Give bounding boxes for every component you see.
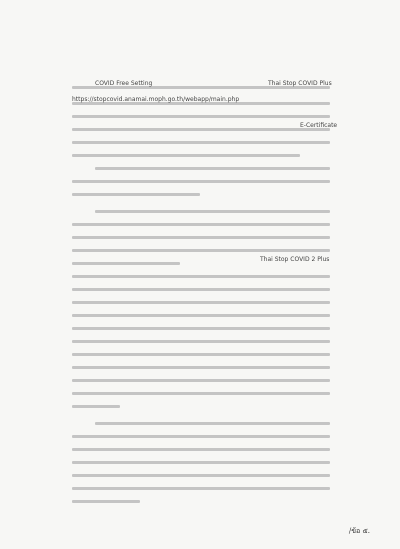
text-line-placeholder bbox=[72, 193, 200, 196]
text-line-placeholder bbox=[72, 115, 330, 118]
text-line-placeholder bbox=[72, 500, 140, 503]
text-line-placeholder bbox=[72, 262, 180, 265]
text-line-placeholder bbox=[72, 154, 300, 157]
text-line-placeholder bbox=[72, 327, 330, 330]
fragment-url: https://stopcovid.anamai.moph.go.th/webapp/main.php bbox=[72, 96, 240, 103]
text-line-placeholder bbox=[72, 353, 330, 356]
text-line-placeholder bbox=[95, 422, 330, 425]
fragment-covid-free-setting: COVID Free Setting bbox=[95, 80, 153, 87]
text-line-placeholder bbox=[72, 340, 330, 343]
text-line-placeholder bbox=[72, 392, 330, 395]
text-line-placeholder bbox=[72, 474, 330, 477]
text-line-placeholder bbox=[72, 275, 330, 278]
text-line-placeholder bbox=[72, 223, 330, 226]
text-line-placeholder bbox=[72, 366, 330, 369]
fragment-thai-stop-covid-2-plus: Thai Stop COVID 2 Plus bbox=[260, 256, 330, 263]
text-line-placeholder bbox=[72, 180, 330, 183]
text-line-placeholder bbox=[72, 314, 330, 317]
page-continuation-marker: /ข้อ ๕. bbox=[348, 527, 370, 535]
text-line-placeholder bbox=[72, 288, 330, 291]
text-line-placeholder bbox=[72, 379, 330, 382]
text-line-placeholder bbox=[72, 405, 120, 408]
text-line-placeholder bbox=[72, 461, 330, 464]
text-line-placeholder bbox=[72, 301, 330, 304]
text-line-placeholder bbox=[72, 236, 330, 239]
text-line-placeholder bbox=[95, 210, 330, 213]
text-line-placeholder bbox=[72, 249, 330, 252]
text-line-placeholder bbox=[95, 167, 330, 170]
fragment-thai-stop-covid-plus: Thai Stop COVID Plus bbox=[268, 80, 332, 87]
text-line-placeholder bbox=[72, 435, 330, 438]
fragment-e-certificate: E-Certificate bbox=[300, 122, 338, 129]
text-line-placeholder bbox=[72, 487, 330, 490]
text-line-placeholder bbox=[72, 141, 330, 144]
text-line-placeholder bbox=[72, 448, 330, 451]
text-line-placeholder bbox=[72, 128, 330, 131]
